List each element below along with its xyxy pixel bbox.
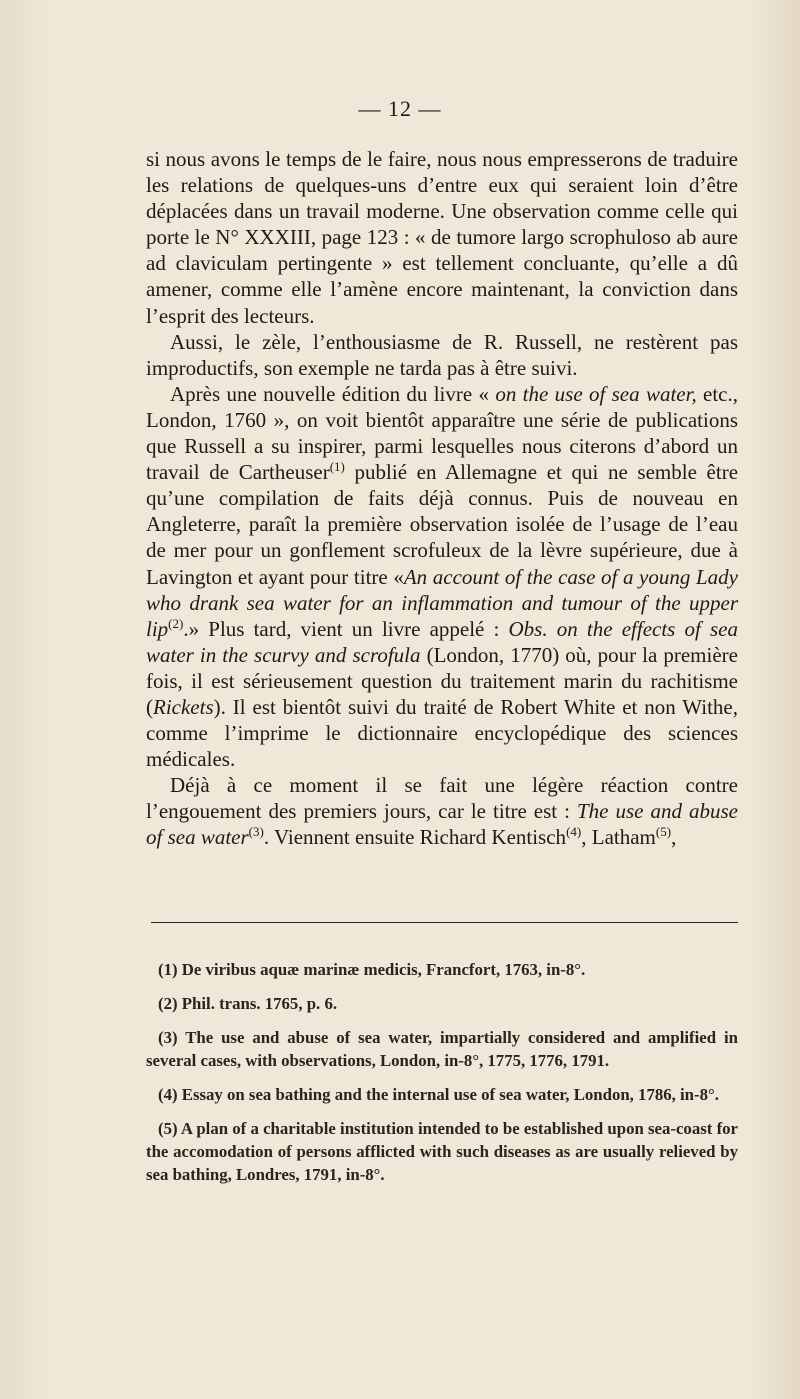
text-run: , Latham: [581, 825, 656, 850]
title-italic: Rickets: [153, 694, 214, 719]
footnote-1: [146, 958, 738, 981]
text-run: publié en Allemagne et qui ne semble être qu’une compilation de faits déjà connus. Puis de nouveau en Angleterre, paraît la première observation isolée de l’usage de l’eau de mer pour un gonflement scrofuleux de la lèvre supérieure, due à Lavington et ayant pour titre «: [146, 460, 739, 589]
main-text: [146, 146, 738, 851]
footnote-text: The use and abuse of sea water, impartially considered and amplified in several cases, with observations, London, in-8°, 1775, 1776, 1791.: [146, 1028, 738, 1070]
text-run: ). Il est bientôt suivi du traité de Robert White et non Withe, comme l’imprime le dictionnaire encyclopédique des sciences médicales.: [146, 694, 738, 772]
title-italic: An account of the case of a young Lady who drank sea water for an inflammation and tumour of the upper lip: [146, 564, 738, 641]
footnote-number: (1): [158, 960, 178, 979]
footnote-divider: [151, 922, 738, 923]
footnote-number: (4): [158, 1085, 178, 1104]
paragraph-4: [146, 772, 738, 850]
paragraph-2: Aussi, le zèle, l’enthousiasme de R. Russell, ne restèrent pas improductifs, son exemple ne tarda pas à être suivi.: [146, 329, 738, 380]
footnote-text: A plan of a charitable institution intended to be established upon sea-coast for the accomodation of persons afflicted with such diseases as are usually relieved by sea bathing, Londres, 1791, in-8°.: [146, 1119, 738, 1184]
footnote-text: Essay on sea bathing and the internal use of sea water, London, 1786, in-8°.: [181, 1085, 719, 1104]
paragraph-1: si nous avons le temps de le faire, nous nous empresserons de traduire les relations de quelques-uns d’entre eux qui seraient loin d’être déplacées dans un travail moderne. Une observation comme celle qui porte le N° XXXIII, page 123 : « de tumore largo scrophuloso ab aure ad claviculam pertingente » est tellement concluante, qu’elle a dû amener, comme elle l’amène encore maintenant, la conviction dans l’esprit des lecteurs.: [146, 147, 738, 328]
text-run: . Viennent ensuite Richard Kentisch: [263, 825, 567, 850]
footnote-text: Phil. trans. 1765, p. 6.: [181, 994, 338, 1013]
text-run: Après une nouvelle édition du livre «: [170, 381, 496, 406]
paragraph-3: [146, 381, 738, 772]
page-number: — 12 —: [358, 96, 442, 121]
footnote-ref-1: (1): [329, 459, 345, 475]
footnote-ref-3: (3): [248, 824, 264, 840]
text-run: ,: [671, 825, 677, 850]
footnote-4: [146, 1083, 738, 1106]
text-run: .» Plus tard, vient un livre appelé :: [183, 616, 509, 641]
text-run: (London, 1770) où, pour la première fois, il est sérieusement question du traitement marin du rachitisme (: [146, 642, 738, 719]
footnote-ref-5: (5): [655, 824, 672, 840]
footnote-2: [146, 992, 738, 1015]
footnotes: [146, 958, 738, 1197]
footnote-number: (3): [158, 1028, 178, 1047]
title-italic: on the use of sea water,: [495, 381, 697, 406]
footnote-ref-2: (2): [168, 615, 184, 631]
title-italic: The use and abuse of sea water: [146, 799, 738, 850]
text-run: Déjà à ce moment il se fait une légère réaction contre l’engouement des premiers jours, car le titre est :: [146, 773, 738, 824]
text-run: etc., London, 1760 », on voit bientôt apparaître une série de publications que Russell a su inspirer, parmi lesquelles nous citerons d’abord un travail de Cartheuser: [146, 381, 739, 485]
footnote-ref-4: (4): [566, 824, 582, 840]
footnote-number: (5): [158, 1119, 178, 1138]
footnote-5: [146, 1117, 738, 1186]
footnote-3: [146, 1026, 738, 1072]
title-italic: Obs. on the effects of sea water in the scurvy and scrofula: [146, 616, 738, 667]
footnote-text: De viribus aquæ marinæ medicis, Francfort, 1763, in-8°.: [181, 960, 586, 979]
footnote-number: (2): [158, 994, 178, 1013]
